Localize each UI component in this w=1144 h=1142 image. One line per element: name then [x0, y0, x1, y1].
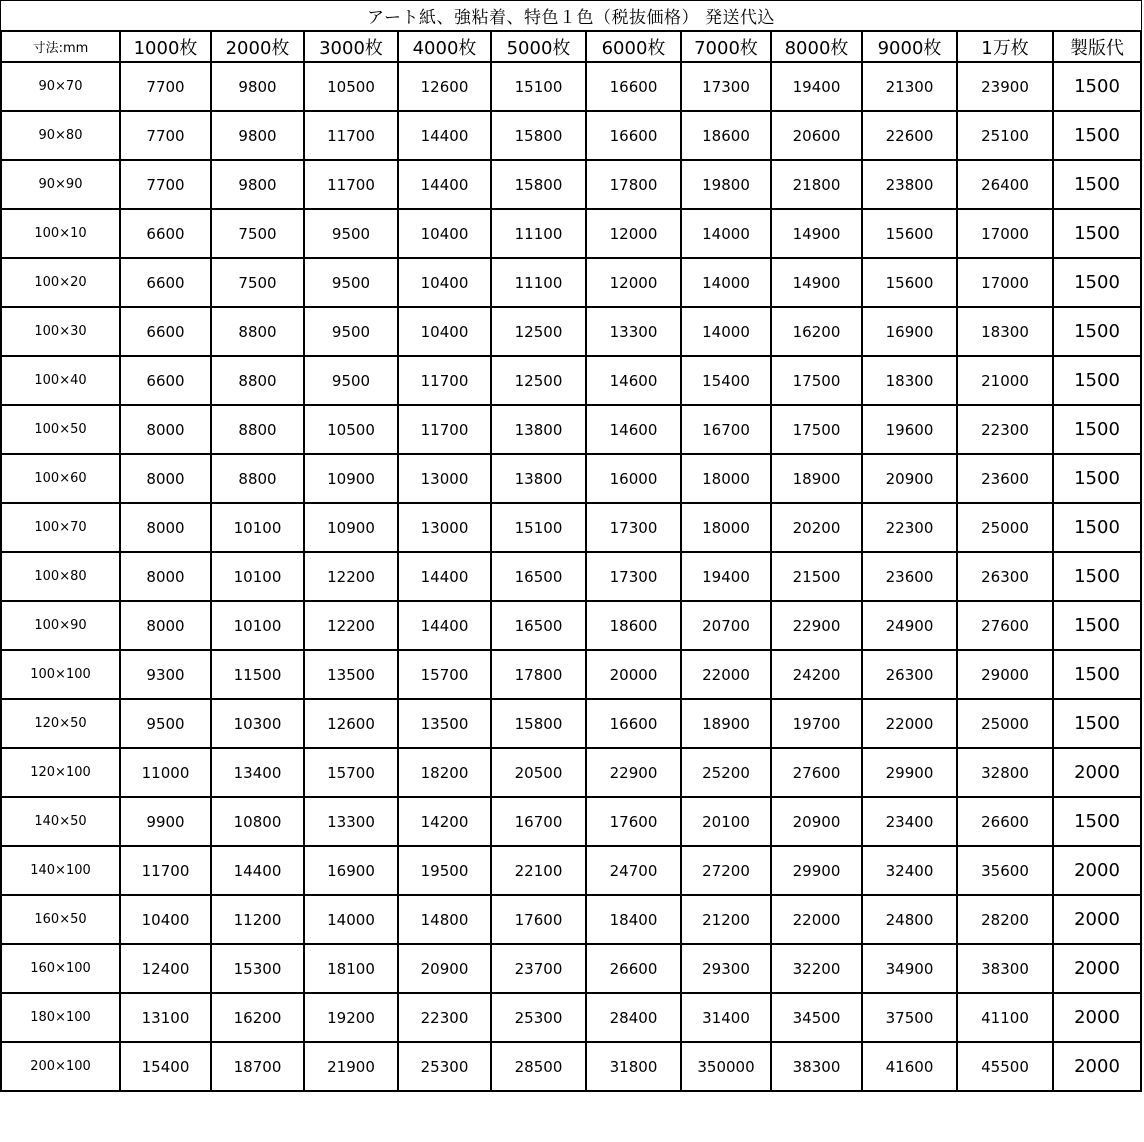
plate-fee-cell: 1500: [1053, 797, 1141, 846]
price-cell: 21900: [304, 1042, 398, 1091]
price-cell: 10300: [211, 699, 304, 748]
size-cell: 100×90: [1, 601, 120, 650]
price-cell: 15600: [862, 209, 957, 258]
price-cell: 7500: [211, 209, 304, 258]
price-cell: 25300: [398, 1042, 491, 1091]
quantity-column-header: 7000枚: [681, 31, 771, 62]
price-cell: 9800: [211, 160, 304, 209]
price-cell: 28500: [491, 1042, 586, 1091]
price-cell: 26300: [862, 650, 957, 699]
price-cell: 9300: [120, 650, 211, 699]
price-cell: 6600: [120, 258, 211, 307]
price-cell: 38300: [957, 944, 1053, 993]
plate-fee-cell: 1500: [1053, 356, 1141, 405]
price-cell: 34500: [771, 993, 862, 1042]
price-cell: 24900: [862, 601, 957, 650]
price-cell: 15800: [491, 111, 586, 160]
price-cell: 14400: [398, 601, 491, 650]
price-cell: 14800: [398, 895, 491, 944]
price-cell: 24800: [862, 895, 957, 944]
price-cell: 12500: [491, 356, 586, 405]
price-cell: 10800: [211, 797, 304, 846]
price-cell: 18400: [586, 895, 681, 944]
price-cell: 17000: [957, 209, 1053, 258]
price-cell: 25000: [957, 699, 1053, 748]
price-cell: 11700: [398, 405, 491, 454]
price-cell: 13300: [586, 307, 681, 356]
price-cell: 14000: [681, 307, 771, 356]
price-cell: 41600: [862, 1042, 957, 1091]
table-row: [1, 258, 1141, 307]
plate-fee-cell: 1500: [1053, 454, 1141, 503]
price-cell: 18600: [681, 111, 771, 160]
price-cell: 15800: [491, 699, 586, 748]
price-cell: 9500: [120, 699, 211, 748]
price-cell: 19800: [681, 160, 771, 209]
price-cell: 17300: [586, 552, 681, 601]
price-cell: 15700: [304, 748, 398, 797]
price-cell: 22600: [862, 111, 957, 160]
price-cell: 8000: [120, 405, 211, 454]
price-cell: 10500: [304, 405, 398, 454]
price-cell: 29900: [771, 846, 862, 895]
price-cell: 23800: [862, 160, 957, 209]
price-cell: 11700: [120, 846, 211, 895]
price-cell: 13300: [304, 797, 398, 846]
price-cell: 9500: [304, 258, 398, 307]
price-cell: 15400: [120, 1042, 211, 1091]
price-cell: 17600: [586, 797, 681, 846]
table-row: [1, 111, 1141, 160]
price-cell: 16500: [491, 601, 586, 650]
price-cell: 16200: [771, 307, 862, 356]
price-cell: 14400: [211, 846, 304, 895]
table-row: [1, 846, 1141, 895]
price-cell: 10100: [211, 601, 304, 650]
price-cell: 10500: [304, 62, 398, 111]
plate-fee-cell: 1500: [1053, 503, 1141, 552]
plate-fee-column-header: 製版代: [1053, 31, 1141, 62]
size-cell: 100×60: [1, 454, 120, 503]
price-cell: 14600: [586, 405, 681, 454]
price-cell: 13500: [398, 699, 491, 748]
price-cell: 10400: [398, 307, 491, 356]
price-cell: 9900: [120, 797, 211, 846]
price-cell: 14200: [398, 797, 491, 846]
price-cell: 13000: [398, 454, 491, 503]
price-cell: 19400: [681, 552, 771, 601]
price-cell: 23600: [862, 552, 957, 601]
table-row: [1, 405, 1141, 454]
plate-fee-cell: 1500: [1053, 160, 1141, 209]
price-cell: 6600: [120, 307, 211, 356]
price-cell: 11700: [304, 160, 398, 209]
price-cell: 14400: [398, 160, 491, 209]
price-cell: 9500: [304, 356, 398, 405]
price-cell: 21000: [957, 356, 1053, 405]
price-cell: 16500: [491, 552, 586, 601]
price-cell: 10900: [304, 503, 398, 552]
price-cell: 14000: [304, 895, 398, 944]
size-cell: 120×100: [1, 748, 120, 797]
table-row: [1, 601, 1141, 650]
price-cell: 12000: [586, 209, 681, 258]
price-cell: 37500: [862, 993, 957, 1042]
price-cell: 19200: [304, 993, 398, 1042]
plate-fee-cell: 1500: [1053, 699, 1141, 748]
price-cell: 14400: [398, 111, 491, 160]
plate-fee-cell: 1500: [1053, 62, 1141, 111]
price-cell: 11700: [398, 356, 491, 405]
price-cell: 20900: [862, 454, 957, 503]
size-cell: 160×50: [1, 895, 120, 944]
price-cell: 16900: [862, 307, 957, 356]
price-cell: 18000: [681, 503, 771, 552]
price-cell: 18900: [681, 699, 771, 748]
price-cell: 18100: [304, 944, 398, 993]
table-row: [1, 356, 1141, 405]
size-cell: 100×100: [1, 650, 120, 699]
price-cell: 18000: [681, 454, 771, 503]
price-cell: 19500: [398, 846, 491, 895]
price-cell: 28200: [957, 895, 1053, 944]
price-cell: 22300: [398, 993, 491, 1042]
price-cell: 29900: [862, 748, 957, 797]
price-cell: 12400: [120, 944, 211, 993]
plate-fee-cell: 2000: [1053, 846, 1141, 895]
plate-fee-cell: 1500: [1053, 209, 1141, 258]
price-cell: 8000: [120, 454, 211, 503]
price-cell: 13800: [491, 454, 586, 503]
price-cell: 17300: [586, 503, 681, 552]
price-cell: 14900: [771, 258, 862, 307]
price-cell: 14000: [681, 209, 771, 258]
price-cell: 8800: [211, 405, 304, 454]
price-cell: 17600: [491, 895, 586, 944]
price-cell: 9800: [211, 111, 304, 160]
price-cell: 18600: [586, 601, 681, 650]
quantity-column-header: 1000枚: [120, 31, 211, 62]
price-cell: 15400: [681, 356, 771, 405]
price-cell: 16600: [586, 699, 681, 748]
price-cell: 15700: [398, 650, 491, 699]
size-cell: 90×90: [1, 160, 120, 209]
price-cell: 16000: [586, 454, 681, 503]
table-row: [1, 307, 1141, 356]
price-cell: 10400: [398, 209, 491, 258]
plate-fee-cell: 1500: [1053, 552, 1141, 601]
price-cell: 32200: [771, 944, 862, 993]
size-cell: 200×100: [1, 1042, 120, 1091]
price-cell: 16600: [586, 111, 681, 160]
price-cell: 20500: [491, 748, 586, 797]
size-cell: 100×20: [1, 258, 120, 307]
price-cell: 19600: [862, 405, 957, 454]
price-cell: 11100: [491, 209, 586, 258]
quantity-column-header: 4000枚: [398, 31, 491, 62]
quantity-column-header: 8000枚: [771, 31, 862, 62]
size-cell: 100×50: [1, 405, 120, 454]
price-cell: 10100: [211, 552, 304, 601]
price-cell: 24700: [586, 846, 681, 895]
size-cell: 140×100: [1, 846, 120, 895]
size-cell: 100×40: [1, 356, 120, 405]
plate-fee-cell: 2000: [1053, 895, 1141, 944]
price-cell: 14900: [771, 209, 862, 258]
price-cell: 21300: [862, 62, 957, 111]
size-cell: 120×50: [1, 699, 120, 748]
plate-fee-cell: 2000: [1053, 1042, 1141, 1091]
price-cell: 11000: [120, 748, 211, 797]
price-cell: 17500: [771, 356, 862, 405]
table-row: [1, 797, 1141, 846]
price-cell: 16600: [586, 62, 681, 111]
price-cell: 16700: [491, 797, 586, 846]
price-cell: 15100: [491, 62, 586, 111]
price-cell: 11700: [304, 111, 398, 160]
price-cell: 31400: [681, 993, 771, 1042]
table-row: [1, 748, 1141, 797]
price-cell: 32400: [862, 846, 957, 895]
quantity-column-header: 1万枚: [957, 31, 1053, 62]
table-row: [1, 160, 1141, 209]
price-cell: 20000: [586, 650, 681, 699]
price-cell: 13400: [211, 748, 304, 797]
price-cell: 21200: [681, 895, 771, 944]
plate-fee-cell: 1500: [1053, 307, 1141, 356]
price-cell: 9500: [304, 209, 398, 258]
plate-fee-cell: 1500: [1053, 405, 1141, 454]
price-cell: 21500: [771, 552, 862, 601]
price-cell: 17000: [957, 258, 1053, 307]
quantity-column-header: 2000枚: [211, 31, 304, 62]
price-cell: 6600: [120, 356, 211, 405]
price-cell: 11200: [211, 895, 304, 944]
price-cell: 10400: [120, 895, 211, 944]
quantity-column-header: 3000枚: [304, 31, 398, 62]
price-cell: 15600: [862, 258, 957, 307]
price-cell: 21800: [771, 160, 862, 209]
price-table: [0, 30, 1142, 1092]
price-cell: 20100: [681, 797, 771, 846]
table-row: [1, 895, 1141, 944]
price-cell: 26600: [586, 944, 681, 993]
table-row: [1, 503, 1141, 552]
size-cell: 100×10: [1, 209, 120, 258]
plate-fee-cell: 1500: [1053, 111, 1141, 160]
price-cell: 18900: [771, 454, 862, 503]
table-row: [1, 552, 1141, 601]
plate-fee-cell: 2000: [1053, 993, 1141, 1042]
price-table-body: [1, 62, 1141, 1091]
price-cell: 27600: [957, 601, 1053, 650]
price-cell: 11500: [211, 650, 304, 699]
price-cell: 31800: [586, 1042, 681, 1091]
price-cell: 16900: [304, 846, 398, 895]
price-cell: 13100: [120, 993, 211, 1042]
price-cell: 19700: [771, 699, 862, 748]
price-cell: 14000: [681, 258, 771, 307]
price-cell: 12200: [304, 552, 398, 601]
price-cell: 14600: [586, 356, 681, 405]
price-cell: 24200: [771, 650, 862, 699]
price-cell: 8800: [211, 356, 304, 405]
price-cell: 14400: [398, 552, 491, 601]
size-cell: 100×80: [1, 552, 120, 601]
price-cell: 7700: [120, 62, 211, 111]
price-cell: 26300: [957, 552, 1053, 601]
price-cell: 22300: [862, 503, 957, 552]
price-cell: 350000: [681, 1042, 771, 1091]
price-cell: 20900: [398, 944, 491, 993]
quantity-column-header: 6000枚: [586, 31, 681, 62]
price-cell: 20700: [681, 601, 771, 650]
header-row: [1, 31, 1141, 62]
price-cell: 18300: [957, 307, 1053, 356]
price-cell: 9500: [304, 307, 398, 356]
price-cell: 6600: [120, 209, 211, 258]
price-cell: 22000: [681, 650, 771, 699]
price-cell: 22000: [862, 699, 957, 748]
price-cell: 8000: [120, 601, 211, 650]
price-cell: 10900: [304, 454, 398, 503]
price-cell: 38300: [771, 1042, 862, 1091]
price-cell: 25000: [957, 503, 1053, 552]
price-cell: 26400: [957, 160, 1053, 209]
price-cell: 18300: [862, 356, 957, 405]
price-cell: 16200: [211, 993, 304, 1042]
price-cell: 16700: [681, 405, 771, 454]
price-cell: 13500: [304, 650, 398, 699]
plate-fee-cell: 2000: [1053, 944, 1141, 993]
price-cell: 13000: [398, 503, 491, 552]
plate-fee-cell: 1500: [1053, 601, 1141, 650]
price-cell: 15300: [211, 944, 304, 993]
size-cell: 90×70: [1, 62, 120, 111]
table-row: [1, 699, 1141, 748]
size-cell: 90×80: [1, 111, 120, 160]
price-cell: 22000: [771, 895, 862, 944]
price-cell: 11100: [491, 258, 586, 307]
price-cell: 17800: [491, 650, 586, 699]
price-cell: 12200: [304, 601, 398, 650]
price-cell: 22100: [491, 846, 586, 895]
size-cell: 140×50: [1, 797, 120, 846]
table-title: アート紙、強粘着、特色１色（税抜価格） 発送代込: [0, 0, 1142, 31]
price-cell: 13800: [491, 405, 586, 454]
price-cell: 41100: [957, 993, 1053, 1042]
price-cell: 15800: [491, 160, 586, 209]
price-cell: 8000: [120, 552, 211, 601]
price-cell: 22900: [771, 601, 862, 650]
price-cell: 12600: [398, 62, 491, 111]
price-cell: 29300: [681, 944, 771, 993]
price-cell: 19400: [771, 62, 862, 111]
price-cell: 10400: [398, 258, 491, 307]
price-cell: 7700: [120, 160, 211, 209]
table-row: [1, 454, 1141, 503]
price-cell: 32800: [957, 748, 1053, 797]
price-cell: 28400: [586, 993, 681, 1042]
size-column-header: 寸法:mm: [1, 31, 120, 62]
price-cell: 25200: [681, 748, 771, 797]
price-cell: 18700: [211, 1042, 304, 1091]
price-cell: 10100: [211, 503, 304, 552]
price-cell: 27200: [681, 846, 771, 895]
price-cell: 12500: [491, 307, 586, 356]
price-cell: 23900: [957, 62, 1053, 111]
price-cell: 22900: [586, 748, 681, 797]
quantity-column-header: 5000枚: [491, 31, 586, 62]
price-cell: 20600: [771, 111, 862, 160]
table-row: [1, 944, 1141, 993]
price-cell: 8800: [211, 454, 304, 503]
size-cell: 160×100: [1, 944, 120, 993]
table-row: [1, 993, 1141, 1042]
size-cell: 180×100: [1, 993, 120, 1042]
plate-fee-cell: 1500: [1053, 650, 1141, 699]
plate-fee-cell: 2000: [1053, 748, 1141, 797]
table-row: [1, 650, 1141, 699]
size-cell: 100×30: [1, 307, 120, 356]
table-row: [1, 62, 1141, 111]
price-cell: 25300: [491, 993, 586, 1042]
table-row: [1, 209, 1141, 258]
price-cell: 45500: [957, 1042, 1053, 1091]
price-cell: 20900: [771, 797, 862, 846]
price-cell: 8000: [120, 503, 211, 552]
quantity-column-header: 9000枚: [862, 31, 957, 62]
price-cell: 8800: [211, 307, 304, 356]
price-cell: 23600: [957, 454, 1053, 503]
price-cell: 35600: [957, 846, 1053, 895]
price-cell: 12000: [586, 258, 681, 307]
price-cell: 26600: [957, 797, 1053, 846]
price-cell: 20200: [771, 503, 862, 552]
price-cell: 17500: [771, 405, 862, 454]
price-cell: 12600: [304, 699, 398, 748]
table-row: [1, 1042, 1141, 1091]
price-cell: 22300: [957, 405, 1053, 454]
price-cell: 27600: [771, 748, 862, 797]
price-cell: 9800: [211, 62, 304, 111]
price-cell: 18200: [398, 748, 491, 797]
size-cell: 100×70: [1, 503, 120, 552]
price-cell: 34900: [862, 944, 957, 993]
price-cell: 17800: [586, 160, 681, 209]
price-cell: 17300: [681, 62, 771, 111]
price-cell: 23400: [862, 797, 957, 846]
price-cell: 7700: [120, 111, 211, 160]
price-cell: 7500: [211, 258, 304, 307]
price-cell: 25100: [957, 111, 1053, 160]
price-cell: 15100: [491, 503, 586, 552]
price-cell: 23700: [491, 944, 586, 993]
price-cell: 29000: [957, 650, 1053, 699]
plate-fee-cell: 1500: [1053, 258, 1141, 307]
